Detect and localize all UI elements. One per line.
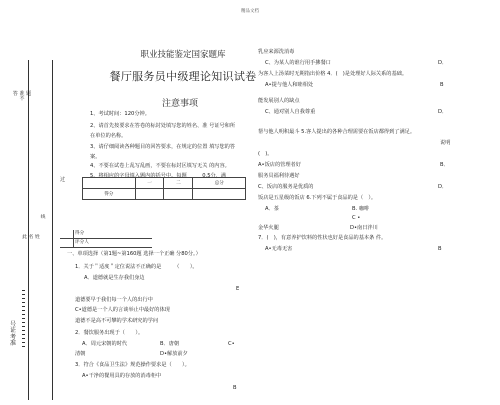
- option-marker: B: [438, 246, 442, 252]
- question-text: 说明: [440, 140, 451, 146]
- option-text: C•: [228, 341, 235, 347]
- option-text: A．周元宋朝的时代: [82, 341, 128, 347]
- score-header-cell: 总分: [193, 178, 246, 189]
- option-text: 金华火腿: [258, 225, 279, 231]
- option-text: D•解放前夕: [160, 351, 188, 357]
- exam-bank-title: 职业技能鉴定国家题库: [140, 50, 226, 60]
- notes-heading: 注意事项: [161, 99, 198, 109]
- margin-label-pass: 过: [60, 177, 66, 183]
- question-text: 乳应来源洗消毒: [258, 49, 295, 55]
- question-text: ( )。: [258, 151, 273, 157]
- question-stem: 1．关于＂适度＂定位说法不正确的是 （ ）。: [75, 264, 198, 270]
- note-line: 5、将相应的字母填入题内的括号中。每题 0.5分，满: [90, 173, 227, 179]
- option-text: A•饭店的管理者好: [258, 162, 301, 168]
- option-text: B. 咖啡: [352, 206, 370, 212]
- note-line: 3、请仔细阅读各种题目的回答要求，在规定的位置 填写您的答: [90, 144, 236, 150]
- option-text: D•南日泮川: [350, 225, 378, 231]
- page-header: 精品文档: [241, 9, 259, 14]
- option-text: 服务员福利待遇好: [258, 173, 300, 179]
- score-header-cell: 一: [135, 178, 164, 189]
- score-header-cell: 二: [164, 178, 193, 189]
- option-marker: B．: [440, 162, 449, 168]
- option-text: 道德不是高不可攀的学术研究的学问: [75, 318, 159, 324]
- margin-label-top: 答 准 题 不: [12, 91, 32, 103]
- note-line: 4、不要在试卷上乱写乱画，不要在标封区填写无关 的内容。: [90, 163, 230, 169]
- note-line: 1、考试时间：120分钟。: [90, 111, 150, 117]
- option-text: 清朝: [75, 351, 86, 357]
- note-line: 案。: [90, 154, 101, 160]
- option-marker: E: [236, 286, 240, 292]
- margin-label-middle: 此 名 姓: [22, 235, 40, 240]
- option-marker: B: [440, 82, 444, 88]
- option-text: C、饭店的服务是优质的: [258, 184, 314, 190]
- margin-ticks: [22, 290, 25, 350]
- option-text: 道德要早于我们每一个人的出行中: [75, 297, 153, 303]
- option-text: 能发展别人的缺点: [258, 98, 300, 104]
- score-cell[interactable]: [164, 189, 193, 200]
- grader-name-label: 评分人: [60, 239, 152, 248]
- question-stem: 2．餐饮服务出现于（ ）。: [75, 330, 144, 336]
- score-cell[interactable]: [193, 189, 246, 200]
- score-table: [82, 177, 246, 200]
- exam-title: 餐厅服务员中级理论知识试卷: [109, 70, 257, 83]
- margin-label-line: 线: [40, 215, 46, 220]
- question-stem: 7．( )，有意养护饮料的性状也好是食品的基本条 件。: [258, 235, 387, 241]
- option-text: A•干净的餐用具的存放的消毒柜中: [82, 373, 162, 379]
- option-text: C•道德是一个人的言谈举止中最好的体现: [75, 307, 170, 313]
- question-stem: 3．符合《食品卫生法》规范操作要求是（ ）。: [75, 362, 190, 368]
- option-marker: D．: [438, 109, 448, 115]
- question-stem: 饭店是五星级的饭店 6.下列不属于食品的是（ ）。: [258, 195, 377, 201]
- grader-box: [60, 230, 152, 248]
- option-marker: D．: [438, 60, 448, 66]
- section-instructions: 一、单项选择（第1题~第160题 选择一个正确 分80分。）: [67, 251, 201, 257]
- score-row-label: 得分: [83, 189, 136, 200]
- question-stem: 为客人上汤菜时无期指出价格 4．( )是处理好人际关系的基础。: [258, 71, 408, 77]
- note-line: 在单位的名称。: [90, 133, 127, 139]
- grader-score-label: 得分: [60, 230, 152, 239]
- margin-line-left: [28, 60, 29, 400]
- option-text: A•提与他人和睦相处: [265, 82, 314, 88]
- score-header-cell: [83, 178, 136, 189]
- option-marker: B: [233, 385, 237, 391]
- margin-label-bottom: 号 证 考 准: [10, 321, 17, 347]
- option-text: C、通对别人自我尊重: [265, 109, 316, 115]
- question-stem: 帮与他人明积最斗 5.客人提出的各种合理需要在饭店都得到了满足。: [258, 129, 416, 135]
- option-text: C、为某人的谁行用手拂餐口: [265, 60, 331, 66]
- option-text: A．道德就是生存我们身边: [84, 275, 145, 281]
- option-marker: D．: [438, 184, 448, 190]
- score-cell[interactable]: [135, 189, 164, 200]
- option-text: A•无毒无害: [265, 246, 293, 252]
- margin-line-right: [52, 60, 53, 400]
- note-line: 2、请首先按要求在答卷的标封处填写您的姓名、准 号证号和所: [90, 123, 236, 129]
- option-text: B．唐朝: [160, 341, 180, 347]
- option-text: A．茶: [265, 206, 279, 212]
- option-text: C •: [352, 215, 361, 221]
